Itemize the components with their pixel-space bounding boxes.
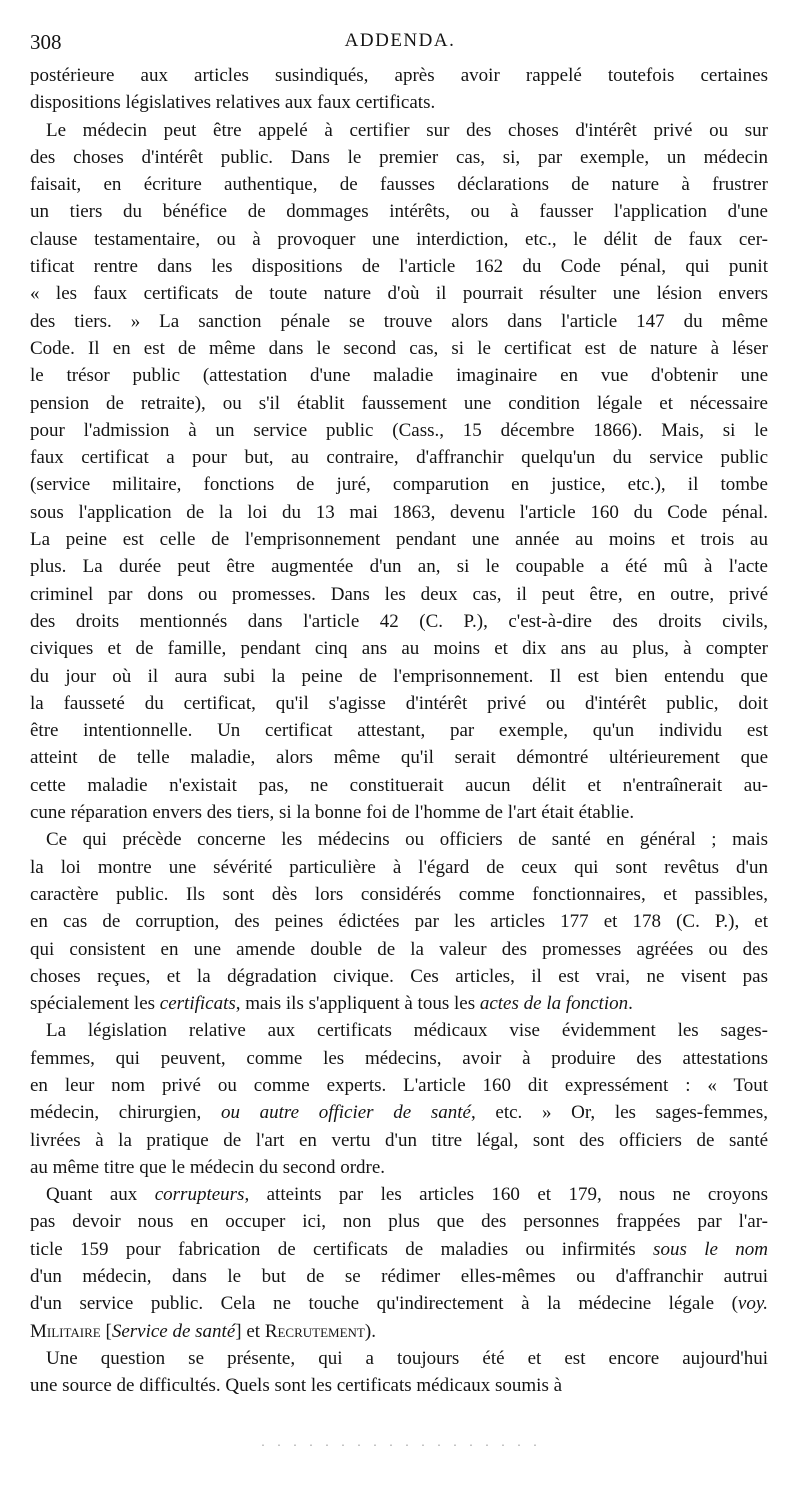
text-line: des droits mentionnés dans l'article 42 (C. P.), c'est-à-dire des droits civils, xyxy=(30,610,768,632)
text-line: pour l'admission à un service public (Cass., 15 décembre 1866). Mais, si le xyxy=(30,419,768,441)
text-line: clause testamentaire, ou à provoquer une interdiction, etc., le délit de faux cer- xyxy=(30,228,768,250)
text-line: choses reçues, et la dégradation civique. Ces articles, il est vrai, ne visent pas xyxy=(30,965,768,987)
text-line: une source de difficultés. Quels sont les certificats médicaux soumis à xyxy=(30,1375,563,1397)
text-line: criminel par dons ou promesses. Dans les deux cas, il peut être, en outre, privé xyxy=(30,583,768,605)
text-line: médecin, chirurgien, ou autre officier de santé, etc. » Or, les sages-femmes, xyxy=(30,1102,769,1124)
text-line: postérieure aux articles susindiqués, après avoir rappelé toutefois certaines xyxy=(30,65,768,86)
text-line: d'un service public. Cela ne touche qu'indirectement à la médecine légale (voy. xyxy=(30,1293,768,1315)
text-line: civiques et de famille, pendant cinq ans au moins et dix ans au plus, à compter xyxy=(30,638,768,660)
text-line: la fausseté du certificat, qu'il s'agisse d'intérêt privé ou d'intérêt public, doit xyxy=(30,692,768,714)
text-line: atteint de telle maladie, alors même qu'il serait démontré ultérieurement que xyxy=(30,747,768,769)
page-header xyxy=(30,30,770,58)
text-line: ticle 159 pour fabrication de certificats de maladies ou infirmités sous le nom xyxy=(30,1238,768,1260)
text-line: être intentionnelle. Un certificat attestant, par exemple, qu'un individu est xyxy=(30,720,768,742)
text-line: livrées à la pratique de l'art en vertu d'un titre légal, sont des officiers de santé xyxy=(30,1129,768,1151)
text-line: Ce qui précède concerne les médecins ou officiers de santé en général ; mais xyxy=(46,829,768,851)
text-line: faisait, en écriture authentique, de fausses déclarations de nature à frustrer xyxy=(30,174,768,196)
text-line: faux certificat a pour but, au contraire, d'affranchir quelqu'un du service public xyxy=(30,447,768,469)
text-line: Le médecin peut être appelé à certifier sur des choses d'intérêt privé ou sur xyxy=(46,119,768,141)
text-line: caractère public. Ils sont dès lors considérés comme fonctionnaires, et passibles, xyxy=(30,883,768,905)
page-footer-mark: · · · · · · · · · · · · · · · · · · xyxy=(259,1441,541,1452)
text-line: tificat rentre dans les dispositions de l'article 162 du Code pénal, qui punit xyxy=(30,256,768,278)
text-line: Code. Il en est de même dans le second cas, si le certificat est de nature à léser xyxy=(30,337,768,359)
body-text xyxy=(30,62,768,1400)
text-line: un tiers du bénéfice de dommages intérêts, ou à fausser l'application d'une xyxy=(30,201,768,223)
text-line: en leur nom privé ou comme experts. L'article 160 dit expressément : « Tout xyxy=(30,1074,768,1096)
text-line: du jour où il aura subi la peine de l'emprisonnement. Il est bien entendu que xyxy=(30,665,768,687)
text-line: cune réparation envers des tiers, si la bonne foi de l'homme de l'art était établie. xyxy=(30,802,635,824)
text-line: (service militaire, fonctions de juré, comparution en justice, etc.), il tombe xyxy=(30,474,768,496)
text-line: des choses d'intérêt public. Dans le premier cas, si, par exemple, un médecin xyxy=(30,146,768,168)
text-line: Militaire [Service de santé] et Recrutement). xyxy=(30,1320,376,1342)
text-line: « les faux certificats de toute nature d'où il pourrait résulter une lésion envers xyxy=(30,283,768,305)
text-line: spécialement les certificats, mais ils s'appliquent à tous les actes de la fonction. xyxy=(30,993,633,1015)
text-line: le trésor public (attestation d'une maladie imaginaire en vue d'obtenir une xyxy=(30,365,768,387)
text-line: femmes, qui peuvent, comme les médecins, avoir à produire des attestations xyxy=(30,1047,768,1069)
text-line: pension de retraite), ou s'il établit faussement une condition légale et nécessaire xyxy=(30,392,768,414)
text-line: pas devoir nous en occuper ici, non plus que des personnes frappées par l'ar- xyxy=(30,1211,768,1233)
text-line: cette maladie n'existait pas, ne constituerait aucun délit et n'entraînerait au- xyxy=(30,774,768,796)
text-line: au même titre que le médecin du second ordre. xyxy=(30,1156,386,1178)
text-line: plus. La durée peut être augmentée d'un an, si le coupable a été mû à l'acte xyxy=(30,556,768,578)
text-line: dispositions législatives relatives aux faux certificats. xyxy=(30,92,436,114)
text-line: en cas de corruption, des peines édictées par les articles 177 et 178 (C. P.), et xyxy=(30,911,768,933)
text-line: la loi montre une sévérité particulière à l'égard de ceux qui sont revêtus d'un xyxy=(30,856,768,878)
text-line: La législation relative aux certificats médicaux vise évidemment les sages- xyxy=(46,1020,768,1042)
text-line: Quant aux corrupteurs, atteints par les articles 160 et 179, nous ne croyons xyxy=(46,1184,768,1206)
text-line: d'un médecin, dans le but de se rédimer elles-mêmes ou d'affranchir autrui xyxy=(30,1266,768,1288)
text-line: sous l'application de la loi du 13 mai 1863, devenu l'article 160 du Code pénal. xyxy=(30,501,768,523)
text-line: La peine est celle de l'emprisonnement pendant une année au moins et trois au xyxy=(30,529,768,551)
text-line: Une question se présente, qui a toujours été et est encore aujourd'hui xyxy=(46,1347,768,1369)
running-title: ADDENDA. xyxy=(344,30,456,51)
text-line: qui consistent en une amende double de la valeur des promesses agréées ou des xyxy=(30,938,768,960)
page-number: 308 xyxy=(30,30,62,54)
text-line: des tiers. » La sanction pénale se trouve alors dans l'article 147 du même xyxy=(30,310,768,332)
